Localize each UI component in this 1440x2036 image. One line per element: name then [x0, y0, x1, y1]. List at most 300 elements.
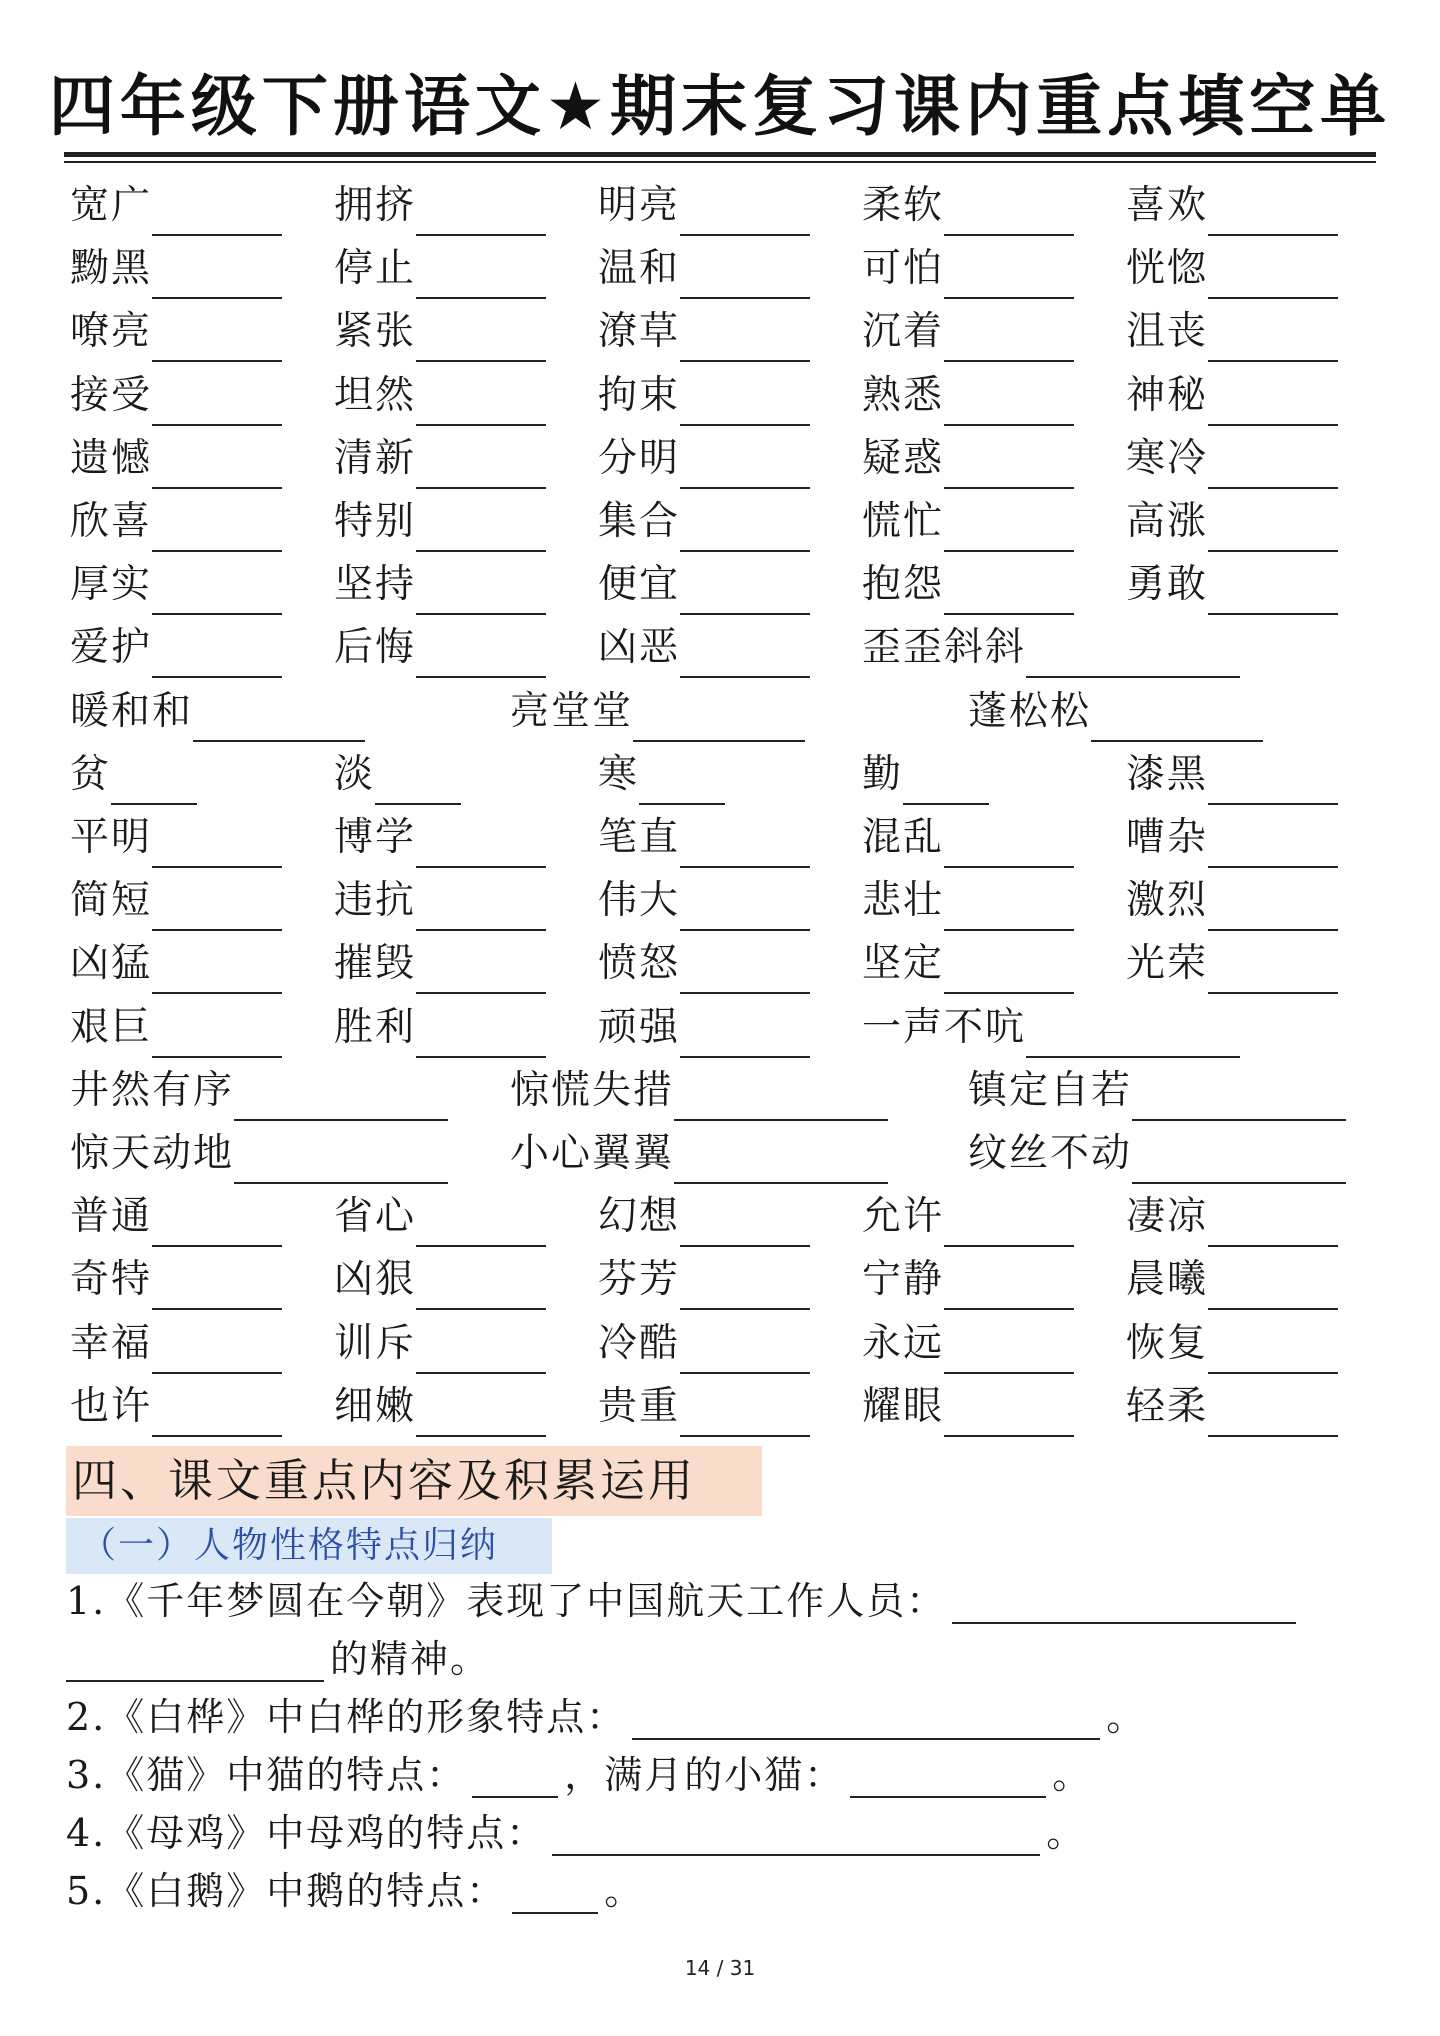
question-3-suffix: 。: [1052, 1753, 1093, 1797]
em-dash: [1208, 903, 1250, 931]
page-title: 四年级下册语文★期末复习课内重点填空单: [48, 68, 1392, 145]
vocab-item: [1126, 1312, 1338, 1374]
answer-blank[interactable]: [194, 1278, 282, 1310]
answer-blank[interactable]: [1250, 1405, 1338, 1437]
vocab-word: 胜利: [334, 1005, 417, 1050]
answer-blank[interactable]: [1250, 330, 1338, 362]
vocab-word: 遗憾: [70, 436, 153, 481]
vocab-item: [862, 490, 1074, 552]
answer-blank[interactable]: [458, 1278, 546, 1310]
vocab-word: 温和: [598, 246, 681, 291]
em-dash: [152, 966, 194, 994]
vocab-item: [598, 743, 725, 805]
vocab-item: [334, 806, 546, 868]
em-dash: [1208, 966, 1250, 994]
vocab-word: 贵重: [598, 1384, 681, 1429]
vocab-item: [598, 364, 810, 426]
answer-blank[interactable]: [1250, 773, 1338, 805]
vocab-item: [334, 996, 546, 1058]
vocab-item: [968, 1122, 1346, 1184]
vocab-word: 细嫩: [334, 1384, 417, 1429]
vocab-word: 一声不吭: [862, 1005, 1027, 1050]
vocab-item: [70, 1122, 448, 1184]
question-4-blank[interactable]: [552, 1814, 1040, 1856]
vocab-word: 幻想: [598, 1194, 681, 1239]
vocab-word: 坚定: [862, 941, 945, 986]
vocab-row: [0, 427, 1440, 489]
answer-blank[interactable]: [1250, 583, 1338, 615]
vocab-word: 普通: [70, 1194, 153, 1239]
answer-blank[interactable]: [986, 394, 1074, 426]
answer-blank[interactable]: [194, 646, 282, 678]
answer-blank[interactable]: [1068, 1026, 1240, 1058]
answer-blank[interactable]: [1133, 710, 1263, 742]
em-dash: [152, 271, 194, 299]
vocab-item: [598, 932, 810, 994]
vocab-row: [0, 616, 1440, 678]
em-dash: [633, 714, 675, 742]
answer-blank[interactable]: [722, 962, 810, 994]
vocab-item: [862, 869, 1074, 931]
vocab-row: [0, 490, 1440, 552]
vocab-word: 慌忙: [862, 499, 945, 544]
answer-blank[interactable]: [194, 267, 282, 299]
answer-blank[interactable]: [675, 710, 805, 742]
answer-blank[interactable]: [417, 773, 461, 805]
vocab-word: 冷酷: [598, 1321, 681, 1366]
vocab-word: 博学: [334, 815, 417, 860]
vocab-item: [334, 1248, 546, 1310]
em-dash: [152, 650, 194, 678]
em-dash: [1208, 1409, 1250, 1437]
answer-blank[interactable]: [681, 773, 725, 805]
vocab-item: [598, 1248, 810, 1310]
answer-blank[interactable]: [1250, 962, 1338, 994]
vocab-row: [0, 743, 1440, 805]
vocab-row: [0, 1312, 1440, 1374]
vocab-word: 轻柔: [1126, 1384, 1209, 1429]
vocab-item: [1126, 364, 1338, 426]
vocab-row: [0, 553, 1440, 615]
em-dash: [1208, 461, 1250, 489]
vocab-word: 愤怒: [598, 941, 681, 986]
em-dash: [680, 903, 722, 931]
answer-blank[interactable]: [194, 394, 282, 426]
answer-blank[interactable]: [1250, 1215, 1338, 1247]
em-dash: [152, 1219, 194, 1247]
question-5-blank[interactable]: [512, 1872, 598, 1914]
answer-blank[interactable]: [1250, 267, 1338, 299]
vocab-item: [70, 490, 282, 552]
vocab-item: [1126, 490, 1338, 552]
em-dash: [152, 461, 194, 489]
vocab-item: [334, 427, 546, 489]
vocab-item: [862, 237, 1074, 299]
vocab-item: [598, 806, 810, 868]
question-4-line: [66, 1804, 1086, 1862]
vocab-item: [862, 364, 1074, 426]
vocab-item: [334, 364, 546, 426]
answer-blank[interactable]: [722, 899, 810, 931]
vocab-word: 歪歪斜斜: [862, 625, 1027, 670]
vocab-item: [598, 300, 810, 362]
question-5-line: [66, 1862, 644, 1920]
answer-blank[interactable]: [1174, 1089, 1346, 1121]
vocab-item: [70, 616, 282, 678]
vocab-word: 接受: [70, 373, 153, 418]
answer-blank[interactable]: [1250, 520, 1338, 552]
vocab-row: [0, 300, 1440, 362]
vocab-item: [862, 1248, 1074, 1310]
em-dash: [680, 398, 722, 426]
question-2-suffix: 。: [1106, 1695, 1147, 1739]
answer-blank[interactable]: [1250, 1278, 1338, 1310]
question-5-text: 5.《白鹅》中鹅的特点：: [66, 1869, 507, 1913]
vocab-item: [862, 174, 1074, 236]
answer-blank[interactable]: [194, 1405, 282, 1437]
answer-blank[interactable]: [194, 457, 282, 489]
vocab-word: 贫: [70, 752, 112, 797]
vocab-item: [598, 427, 810, 489]
vocab-item: [598, 1312, 810, 1374]
vocab-item: [70, 553, 282, 615]
answer-blank[interactable]: [194, 1342, 282, 1374]
question-3-blank-b[interactable]: [850, 1756, 1046, 1798]
answer-blank[interactable]: [722, 1215, 810, 1247]
vocab-item: [70, 237, 282, 299]
answer-blank[interactable]: [722, 394, 810, 426]
vocab-row: [0, 996, 1440, 1058]
em-dash: [944, 398, 986, 426]
em-dash: [152, 1346, 194, 1374]
vocab-item: [70, 743, 197, 805]
answer-blank[interactable]: [1250, 899, 1338, 931]
answer-blank[interactable]: [1250, 394, 1338, 426]
vocab-row: [0, 932, 1440, 994]
em-dash: [680, 587, 722, 615]
vocab-word: 悲壮: [862, 878, 945, 923]
answer-blank[interactable]: [722, 1342, 810, 1374]
answer-blank[interactable]: [986, 899, 1074, 931]
vocab-word: 凶狠: [334, 1257, 417, 1302]
vocab-item: [862, 300, 1074, 362]
em-dash: [1026, 650, 1068, 678]
vocab-item: [334, 490, 546, 552]
answer-blank[interactable]: [986, 1215, 1074, 1247]
vocab-word: 省心: [334, 1194, 417, 1239]
vocab-word: 也许: [70, 1384, 153, 1429]
em-dash: [1208, 840, 1250, 868]
em-dash: [234, 1093, 276, 1121]
em-dash: [1026, 1030, 1068, 1058]
vocab-item: [1126, 1248, 1338, 1310]
answer-blank[interactable]: [1250, 457, 1338, 489]
em-dash: [639, 777, 681, 805]
em-dash: [944, 1409, 986, 1437]
answer-blank[interactable]: [722, 520, 810, 552]
answer-blank[interactable]: [458, 1342, 546, 1374]
vocab-word: 惊慌失措: [510, 1068, 675, 1113]
answer-blank[interactable]: [722, 330, 810, 362]
answer-blank[interactable]: [458, 1026, 546, 1058]
vocab-word: 激烈: [1126, 878, 1209, 923]
sub-heading: （一）人物性格特点归纳: [66, 1518, 552, 1574]
em-dash: [152, 587, 194, 615]
answer-blank[interactable]: [458, 394, 546, 426]
em-dash: [152, 840, 194, 868]
vocab-row: [0, 174, 1440, 236]
em-dash: [416, 461, 458, 489]
vocab-word: 后悔: [334, 625, 417, 670]
answer-blank[interactable]: [986, 457, 1074, 489]
em-dash: [152, 903, 194, 931]
vocab-item: [334, 616, 546, 678]
answer-blank[interactable]: [722, 1405, 810, 1437]
answer-blank[interactable]: [458, 899, 546, 931]
answer-blank[interactable]: [458, 962, 546, 994]
vocab-item: [1126, 174, 1338, 236]
answer-blank[interactable]: [716, 1152, 888, 1184]
answer-blank[interactable]: [722, 457, 810, 489]
answer-blank[interactable]: [153, 773, 197, 805]
answer-blank[interactable]: [194, 899, 282, 931]
answer-blank[interactable]: [276, 1089, 448, 1121]
vocab-word: 亮堂堂: [510, 689, 634, 734]
em-dash: [152, 1030, 194, 1058]
vocab-word: 抱怨: [862, 562, 945, 607]
question-1-blank-b[interactable]: [66, 1640, 324, 1682]
answer-blank[interactable]: [458, 267, 546, 299]
vocab-word: 柔软: [862, 183, 945, 228]
page-number: 14 / 31: [684, 1956, 756, 1980]
vocab-word: 井然有序: [70, 1068, 235, 1113]
answer-blank[interactable]: [986, 267, 1074, 299]
answer-blank[interactable]: [458, 1215, 546, 1247]
em-dash: [234, 1156, 276, 1184]
answer-blank[interactable]: [986, 520, 1074, 552]
em-dash: [944, 903, 986, 931]
answer-blank[interactable]: [276, 1152, 448, 1184]
vocab-word: 可怕: [862, 246, 945, 291]
answer-blank[interactable]: [194, 1215, 282, 1247]
vocab-word: 蓬松松: [968, 689, 1092, 734]
answer-blank[interactable]: [194, 1026, 282, 1058]
vocab-item: [1126, 427, 1338, 489]
vocab-word: 奇特: [70, 1257, 153, 1302]
answer-blank[interactable]: [722, 836, 810, 868]
vocab-item: [862, 996, 1240, 1058]
vocab-word: 恍惚: [1126, 246, 1209, 291]
question-1-line-2: [66, 1630, 490, 1688]
vocab-item: [1126, 1185, 1338, 1247]
vocab-word: 勤: [862, 752, 904, 797]
vocab-word: 凄凉: [1126, 1194, 1209, 1239]
answer-blank[interactable]: [194, 204, 282, 236]
vocab-word: 清新: [334, 436, 417, 481]
vocab-word: 嘹亮: [70, 309, 153, 354]
em-dash: [1132, 1156, 1174, 1184]
vocab-word: 永远: [862, 1321, 945, 1366]
vocab-word: 明亮: [598, 183, 681, 228]
vocab-word: 集合: [598, 499, 681, 544]
vocab-item: [70, 427, 282, 489]
vocab-item: [334, 1375, 546, 1437]
em-dash: [416, 334, 458, 362]
question-2-line: [66, 1688, 1146, 1746]
answer-blank[interactable]: [945, 773, 989, 805]
vocab-item: [70, 1185, 282, 1247]
answer-blank[interactable]: [986, 1342, 1074, 1374]
vocab-word: 纹丝不动: [968, 1131, 1133, 1176]
answer-blank[interactable]: [1250, 836, 1338, 868]
em-dash: [1208, 208, 1250, 236]
answer-blank[interactable]: [1250, 204, 1338, 236]
answer-blank[interactable]: [235, 710, 365, 742]
vocab-row: [0, 1059, 1440, 1121]
em-dash: [680, 1030, 722, 1058]
em-dash: [1208, 524, 1250, 552]
vocab-word: 寒: [598, 752, 640, 797]
question-1-blank-a[interactable]: [952, 1582, 1296, 1624]
vocab-item: [70, 1248, 282, 1310]
answer-blank[interactable]: [722, 204, 810, 236]
answer-blank[interactable]: [722, 267, 810, 299]
em-dash: [152, 334, 194, 362]
vocab-item: [968, 1059, 1346, 1121]
vocab-item: [510, 1122, 888, 1184]
vocab-word: 允许: [862, 1194, 945, 1239]
vocab-item: [598, 1185, 810, 1247]
vocab-word: 宽广: [70, 183, 153, 228]
vocab-item: [968, 680, 1263, 742]
vocab-word: 镇定自若: [968, 1068, 1133, 1113]
answer-blank[interactable]: [458, 520, 546, 552]
answer-blank[interactable]: [722, 1278, 810, 1310]
vocab-word: 耀眼: [862, 1384, 945, 1429]
answer-blank[interactable]: [194, 583, 282, 615]
question-2-blank[interactable]: [632, 1698, 1100, 1740]
question-4-suffix: 。: [1046, 1811, 1087, 1855]
vocab-item: [598, 237, 810, 299]
answer-blank[interactable]: [986, 204, 1074, 236]
em-dash: [674, 1156, 716, 1184]
vocab-word: 拥挤: [334, 183, 417, 228]
answer-blank[interactable]: [722, 646, 810, 678]
vocab-word: 凶恶: [598, 625, 681, 670]
em-dash: [903, 777, 945, 805]
answer-blank[interactable]: [716, 1089, 888, 1121]
vocab-item: [862, 1312, 1074, 1374]
vocab-word: 欣喜: [70, 499, 153, 544]
vocab-word: 沉着: [862, 309, 945, 354]
em-dash: [1208, 1346, 1250, 1374]
vocab-word: 寒冷: [1126, 436, 1209, 481]
answer-blank[interactable]: [1174, 1152, 1346, 1184]
vocab-item: [1126, 932, 1338, 994]
answer-blank[interactable]: [986, 962, 1074, 994]
vocab-word: 嘈杂: [1126, 815, 1209, 860]
vocab-item: [70, 1059, 448, 1121]
answer-blank[interactable]: [722, 1026, 810, 1058]
answer-blank[interactable]: [458, 583, 546, 615]
em-dash: [1208, 398, 1250, 426]
em-dash: [1091, 714, 1133, 742]
vocab-item: [598, 553, 810, 615]
em-dash: [152, 524, 194, 552]
answer-blank[interactable]: [722, 583, 810, 615]
answer-blank[interactable]: [1250, 1342, 1338, 1374]
vocab-item: [70, 996, 282, 1058]
vocab-word: 伟大: [598, 878, 681, 923]
answer-blank[interactable]: [986, 583, 1074, 615]
vocab-word: 暖和和: [70, 689, 194, 734]
answer-blank[interactable]: [458, 836, 546, 868]
answer-blank[interactable]: [194, 962, 282, 994]
vocab-item: [598, 869, 810, 931]
em-dash: [680, 208, 722, 236]
answer-blank[interactable]: [458, 646, 546, 678]
em-dash: [416, 524, 458, 552]
vocab-row: [0, 1375, 1440, 1437]
em-dash: [416, 966, 458, 994]
vocab-word: 惊天动地: [70, 1131, 235, 1176]
em-dash: [944, 334, 986, 362]
vocab-item: [1126, 237, 1338, 299]
vocab-row: [0, 869, 1440, 931]
question-1-line-1: [66, 1572, 1302, 1630]
answer-blank[interactable]: [458, 330, 546, 362]
em-dash: [944, 587, 986, 615]
em-dash: [152, 1409, 194, 1437]
em-dash: [680, 650, 722, 678]
em-dash: [680, 271, 722, 299]
answer-blank[interactable]: [986, 1278, 1074, 1310]
answer-blank[interactable]: [458, 204, 546, 236]
vocab-item: [1126, 1375, 1338, 1437]
vocab-item: [70, 932, 282, 994]
em-dash: [1208, 334, 1250, 362]
vocab-item: [598, 1375, 810, 1437]
em-dash: [1208, 777, 1250, 805]
answer-blank[interactable]: [194, 520, 282, 552]
em-dash: [680, 461, 722, 489]
answer-blank[interactable]: [986, 1405, 1074, 1437]
vocab-item: [70, 1375, 282, 1437]
vocab-item: [1126, 743, 1338, 805]
answer-blank[interactable]: [458, 457, 546, 489]
em-dash: [416, 1219, 458, 1247]
em-dash: [944, 966, 986, 994]
vocab-row: [0, 1185, 1440, 1247]
answer-blank[interactable]: [194, 836, 282, 868]
vocab-item: [862, 743, 989, 805]
answer-blank[interactable]: [986, 330, 1074, 362]
vocab-item: [334, 553, 546, 615]
em-dash: [416, 587, 458, 615]
vocab-item: [334, 300, 546, 362]
em-dash: [680, 840, 722, 868]
answer-blank[interactable]: [1068, 646, 1240, 678]
em-dash: [944, 1346, 986, 1374]
vocab-item: [862, 616, 1240, 678]
vocab-word: 晨曦: [1126, 1257, 1209, 1302]
vocab-row: [0, 237, 1440, 299]
question-3-blank-a[interactable]: [472, 1756, 558, 1798]
answer-blank[interactable]: [458, 1405, 546, 1437]
answer-blank[interactable]: [986, 836, 1074, 868]
answer-blank[interactable]: [194, 330, 282, 362]
em-dash: [674, 1093, 716, 1121]
